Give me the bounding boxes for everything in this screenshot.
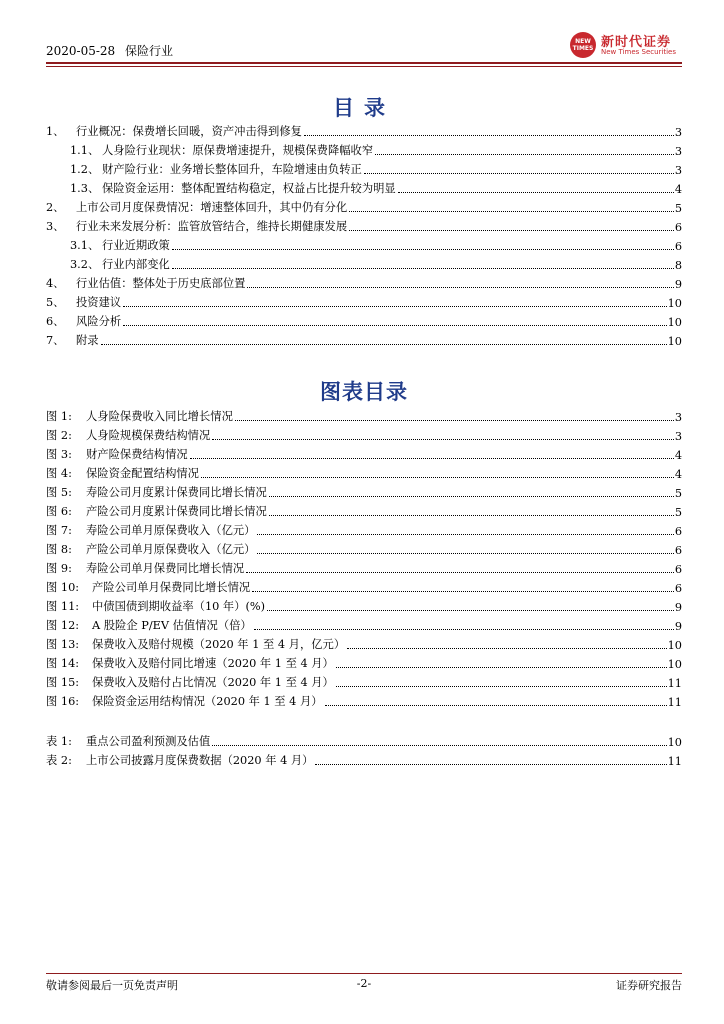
toc-entry[interactable]: 3.2、 行业内部变化 8: [70, 258, 682, 272]
dot-leader: [336, 666, 667, 668]
toc-entry[interactable]: 1.2、 财产险行业：业务增长整体回升，车险增速由负转正 3: [70, 163, 682, 177]
figure-entry[interactable]: 图 13: 保费收入及赔付规模（2020 年 1 至 4 月，亿元） 10: [46, 638, 682, 652]
logo-seal-icon: NEW TIMES: [570, 32, 596, 58]
page-header: [46, 30, 682, 60]
figure-entry[interactable]: 图 1: 人身险保费收入同比增长情况 3: [46, 410, 682, 424]
figure-entry[interactable]: 图 2: 人身险规模保费结构情况 3: [46, 429, 682, 443]
figure-entry[interactable]: 图 14: 保费收入及赔付同比增速（2020 年 1 至 4 月） 10: [46, 657, 682, 671]
dot-leader: [123, 324, 666, 326]
logo-english-name: New Times Securities: [601, 48, 676, 56]
dot-leader: [269, 514, 674, 516]
dot-leader: [212, 438, 674, 440]
disclaimer-link[interactable]: 敬请参阅最后一页免责声明: [46, 979, 178, 992]
dot-leader: [254, 628, 674, 630]
figure-entry[interactable]: 图 16: 保险资金运用结构情况（2020 年 1 至 4 月） 11: [46, 695, 682, 709]
logo-chinese-name: 新时代证券: [601, 35, 672, 50]
dot-leader: [212, 744, 666, 746]
footer-divider: [46, 973, 682, 974]
toc-entry[interactable]: 1.1、 人身险行业现状：原保费增速提升，规模保费降幅收窄 3: [70, 144, 682, 158]
figure-entry[interactable]: 图 10: 产险公司单月保费同比增长情况 6: [46, 581, 682, 595]
header-divider: [46, 62, 682, 64]
toc-entry[interactable]: 3.1、 行业近期政策 6: [70, 239, 682, 253]
dot-leader: [252, 590, 674, 592]
dot-leader: [364, 172, 674, 174]
report-sector: 保险行业: [125, 44, 174, 58]
figure-entry[interactable]: 图 9: 寿险公司单月保费同比增长情况 6: [46, 562, 682, 576]
company-logo: [570, 30, 682, 58]
figure-entry[interactable]: 图 3: 财产险保费结构情况 4: [46, 448, 682, 462]
toc-entry[interactable]: 5、 投资建议 10: [46, 296, 682, 310]
table-entry[interactable]: 表 1: 重点公司盈利预测及估值 10: [46, 735, 682, 749]
figure-entry[interactable]: 图 12: A 股险企 P/EV 估值情况（倍） 9: [46, 619, 682, 633]
header-info: [46, 42, 173, 59]
toc-entry[interactable]: 3、 行业未来发展分析：监管放管结合，维持长期健康发展 6: [46, 220, 682, 234]
dot-leader: [347, 647, 666, 649]
dot-leader: [349, 229, 674, 231]
dot-leader: [315, 763, 666, 765]
toc-entry[interactable]: 4、 行业估值：整体处于历史底部位置 9: [46, 277, 682, 291]
figure-entry[interactable]: 图 7: 寿险公司单月原保费收入（亿元） 6: [46, 524, 682, 538]
dot-leader: [201, 476, 674, 478]
dot-leader: [172, 267, 674, 269]
dot-leader: [349, 210, 674, 212]
toc-entry[interactable]: 1、 行业概况：保费增长回暖，资产冲击得到修复 3: [46, 125, 682, 139]
table-entry[interactable]: 表 2: 上市公司披露月度保费数据（2020 年 4 月） 11: [46, 754, 682, 768]
toc-title: 目录: [333, 96, 395, 120]
figure-entry[interactable]: 图 6: 产险公司月度累计保费同比增长情况 5: [46, 505, 682, 519]
toc-entry[interactable]: 6、 风险分析 10: [46, 315, 682, 329]
dot-leader: [257, 552, 673, 554]
dot-leader: [304, 134, 674, 136]
dot-leader: [375, 153, 674, 155]
dot-leader: [267, 609, 674, 611]
header-divider-thin: [46, 66, 682, 67]
dot-leader: [325, 704, 667, 706]
figure-entry[interactable]: 图 8: 产险公司单月原保费收入（亿元） 6: [46, 543, 682, 557]
figure-entry[interactable]: 图 4: 保险资金配置结构情况 4: [46, 467, 682, 481]
figure-entry[interactable]: 图 11: 中债国债到期收益率（10 年）(%) 9: [46, 600, 682, 614]
toc-entry[interactable]: 1.3、 保险资金运用：整体配置结构稳定，权益占比提升较为明显 4: [70, 182, 682, 196]
dot-leader: [257, 533, 673, 535]
report-date: 2020-05-28: [46, 44, 116, 58]
dot-leader: [235, 419, 674, 421]
report-type: 证券研究报告: [616, 979, 682, 992]
dot-leader: [336, 685, 667, 687]
dot-leader: [190, 457, 674, 459]
dot-leader: [247, 286, 673, 288]
toc-entry[interactable]: 2、 上市公司月度保费情况：增速整体回升，其中仍有分化 5: [46, 201, 682, 215]
dot-leader: [398, 191, 674, 193]
page-number: -2-: [356, 977, 372, 990]
figure-entry[interactable]: 图 15: 保费收入及赔付占比情况（2020 年 1 至 4 月） 11: [46, 676, 682, 690]
dot-leader: [246, 571, 674, 573]
figures-title: 图表目录: [320, 380, 408, 404]
figure-entry[interactable]: 图 5: 寿险公司月度累计保费同比增长情况 5: [46, 486, 682, 500]
dot-leader: [172, 248, 674, 250]
dot-leader: [101, 343, 667, 345]
dot-leader: [123, 305, 666, 307]
dot-leader: [269, 495, 674, 497]
page-footer: [46, 977, 682, 993]
toc-entry[interactable]: 7、 附录 10: [46, 334, 682, 348]
